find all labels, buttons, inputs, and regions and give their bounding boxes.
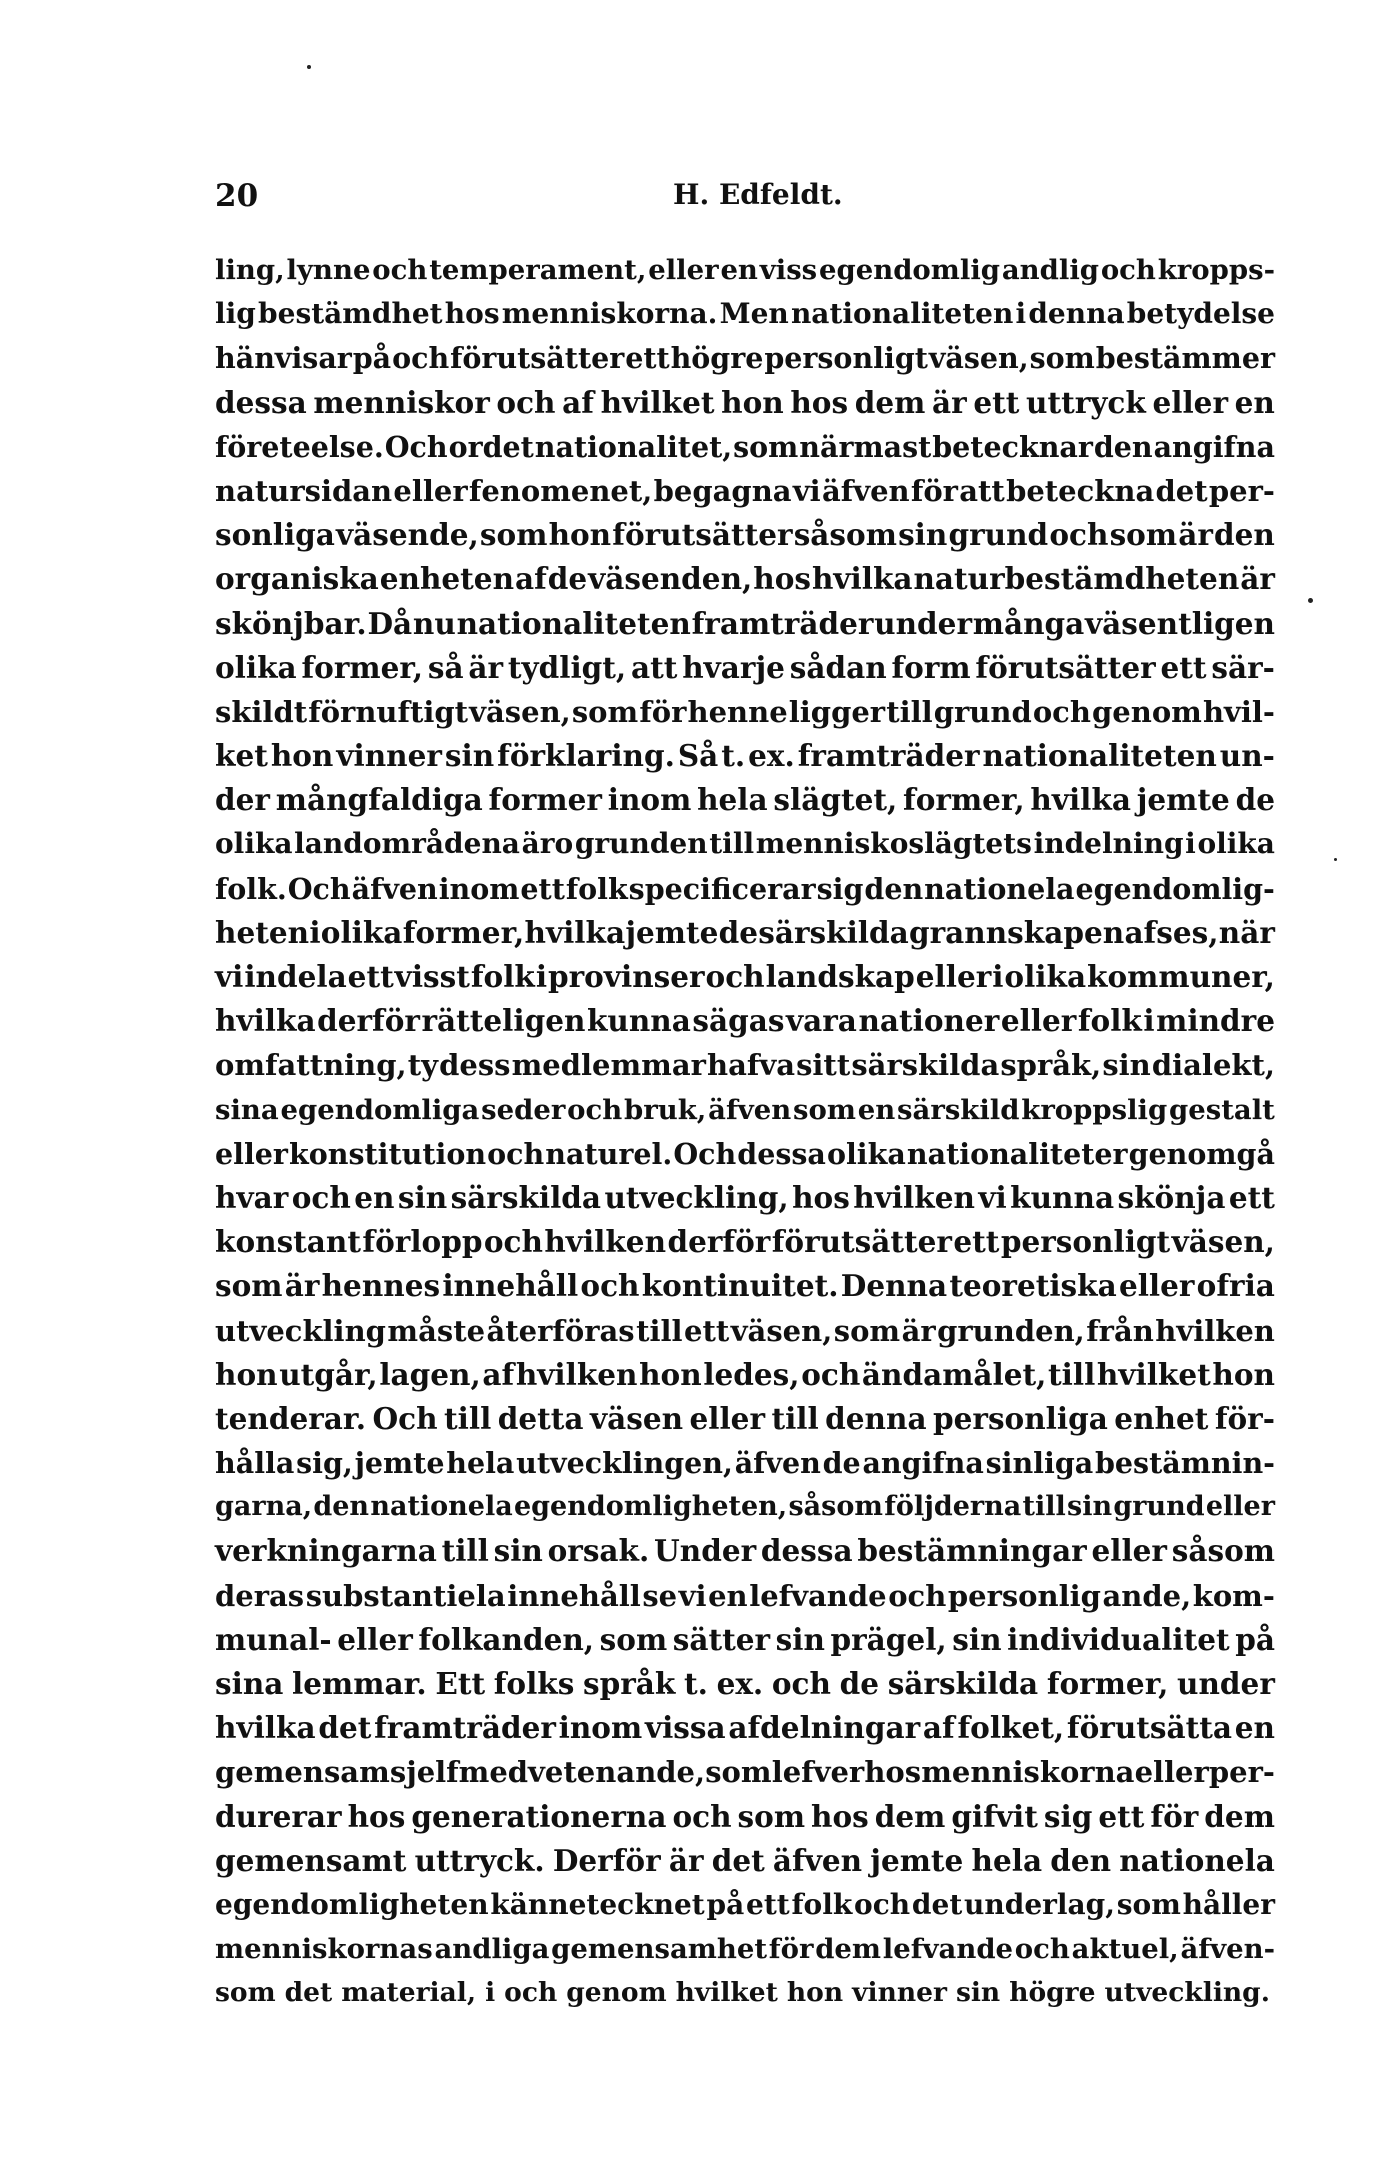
text-line: eller konstitution och naturel. Och dessa olika nationaliteter genomgå bbox=[215, 1136, 1275, 1171]
text-line: dessa menniskor och af hvilket hon hos dem är ett uttryck eller en bbox=[215, 384, 1275, 420]
text-line: skönjbar. Då nu nationaliteten framträder under många väsentligen bbox=[215, 605, 1275, 641]
text-line: hänvisar på och förutsätter ett högre personligt väsen, som bestämmer bbox=[215, 341, 1275, 376]
text-line: företeelse. Och ordet nationalitet, som närmast betecknar den angifna bbox=[215, 429, 1275, 464]
text-line: som det material, i och genom hvilket hon vinner sin högre utveckling. bbox=[215, 1977, 1270, 2009]
text-line: munal- eller folkanden, som sätter sin prägel, sin individualitet på bbox=[215, 1621, 1275, 1657]
text-line: sina egendomliga seder och bruk, äfven som en särskild kroppslig gestalt bbox=[215, 1093, 1275, 1126]
text-line: sonliga väsende, som hon förutsätter såsom sin grund och som är den bbox=[215, 517, 1275, 553]
page-number: 20 bbox=[215, 178, 259, 214]
text-line: vi indela ett visst folk i provinser och landskap eller i olika kommuner, bbox=[215, 959, 1275, 994]
text-line: heten i olika former, hvilka jemte de särskilda grannskapen afses, när bbox=[215, 914, 1275, 950]
text-line: hvilka det framträder inom vissa afdelningar af folket, förutsätta en bbox=[215, 1710, 1275, 1746]
text-line: natursidan eller fenomenet, begagna vi äfven för att beteckna det per- bbox=[215, 473, 1275, 508]
text-line: lig bestämdhet hos menniskorna. Men nationaliteten i denna betydelse bbox=[215, 297, 1275, 331]
text-line: konstant förlopp och hvilken derför förutsätter ett personligt väsen, bbox=[215, 1224, 1275, 1260]
text-line: gemensamt uttryck. Derför är det äfven jemte hela den nationela bbox=[215, 1842, 1275, 1878]
text-line: deras substantiela innehåll se vi en lefvande och personlig ande, kom- bbox=[215, 1578, 1275, 1613]
text-line: organiska enheten af de väsenden, hos hvilka naturbestämdheten är bbox=[215, 561, 1275, 597]
text-line: sina lemmar. Ett folks språk t. ex. och de särskilda former, under bbox=[215, 1666, 1275, 1701]
text-line: menniskornas andliga gemensamhet för dem lefvande och aktuel, äfven- bbox=[215, 1933, 1275, 1966]
text-line: verkningarna till sin orsak. Under dessa bestämningar eller såsom bbox=[215, 1533, 1275, 1569]
text-line: tenderar. Och till detta väsen eller till denna personliga enhet för- bbox=[215, 1400, 1275, 1436]
text-line: durerar hos generationerna och som hos dem gifvit sig ett för dem bbox=[215, 1798, 1275, 1834]
text-line: som är hennes innehåll och kontinuitet. Denna teoretiska eller ofria bbox=[215, 1268, 1275, 1304]
ink-speck bbox=[307, 65, 311, 69]
running-head: H. Edfeldt. bbox=[673, 178, 843, 211]
text-line: ling, lynne och temperament, eller en viss egendomlig andlig och kropps- bbox=[215, 254, 1275, 286]
text-line: omfattning, ty dess medlemmar hafva sitt särskilda språk, sin dialekt, bbox=[215, 1048, 1275, 1083]
text-line: hon utgår, lagen, af hvilken hon ledes, och ändamålet, till hvilket hon bbox=[215, 1356, 1275, 1392]
page-header bbox=[215, 178, 1275, 222]
ink-speck bbox=[1334, 858, 1337, 861]
text-line: skildt förnuftigt väsen, som för henne ligger till grund och genom hvil- bbox=[215, 694, 1275, 729]
text-line: egendomligheten kännetecknet på ett folk och det underlag, som håller bbox=[215, 1887, 1275, 1921]
text-line: hvilka derför rätteligen kunna sägas vara nationer eller folk i mindre bbox=[215, 1003, 1275, 1039]
text-line: gemensam sjelfmedveten ande, som lefver hos menniskorna eller per- bbox=[215, 1755, 1275, 1790]
body-text bbox=[215, 248, 1275, 2016]
text-line: der mångfaldiga former inom hela slägtet, former, hvilka jemte de bbox=[215, 782, 1275, 818]
text-line: utveckling måste återföras till ett väsen, som är grunden, från hvilken bbox=[215, 1313, 1275, 1348]
text-line: olika landområdena äro grunden till menniskoslägtets indelning i olika bbox=[215, 827, 1275, 861]
text-line: hvar och en sin särskilda utveckling, hos hvilken vi kunna skönja ett bbox=[215, 1179, 1275, 1215]
text-line: ket hon vinner sin förklaring. Så t. ex. framträder nationaliteten un- bbox=[215, 738, 1275, 774]
text-line: folk. Och äfven inom ett folk specificerar sig den nationela egendomlig- bbox=[215, 871, 1275, 906]
text-line: hålla sig, jemte hela utvecklingen, äfven de angifna sinliga bestämnin- bbox=[215, 1446, 1275, 1481]
text-line: garna, den nationela egendomligheten, såsom följderna till sin grund eller bbox=[215, 1491, 1275, 1523]
text-line: olika former, så är tydligt, att hvarje sådan form förutsätter ett sär- bbox=[215, 649, 1275, 685]
ink-speck bbox=[1308, 598, 1313, 603]
